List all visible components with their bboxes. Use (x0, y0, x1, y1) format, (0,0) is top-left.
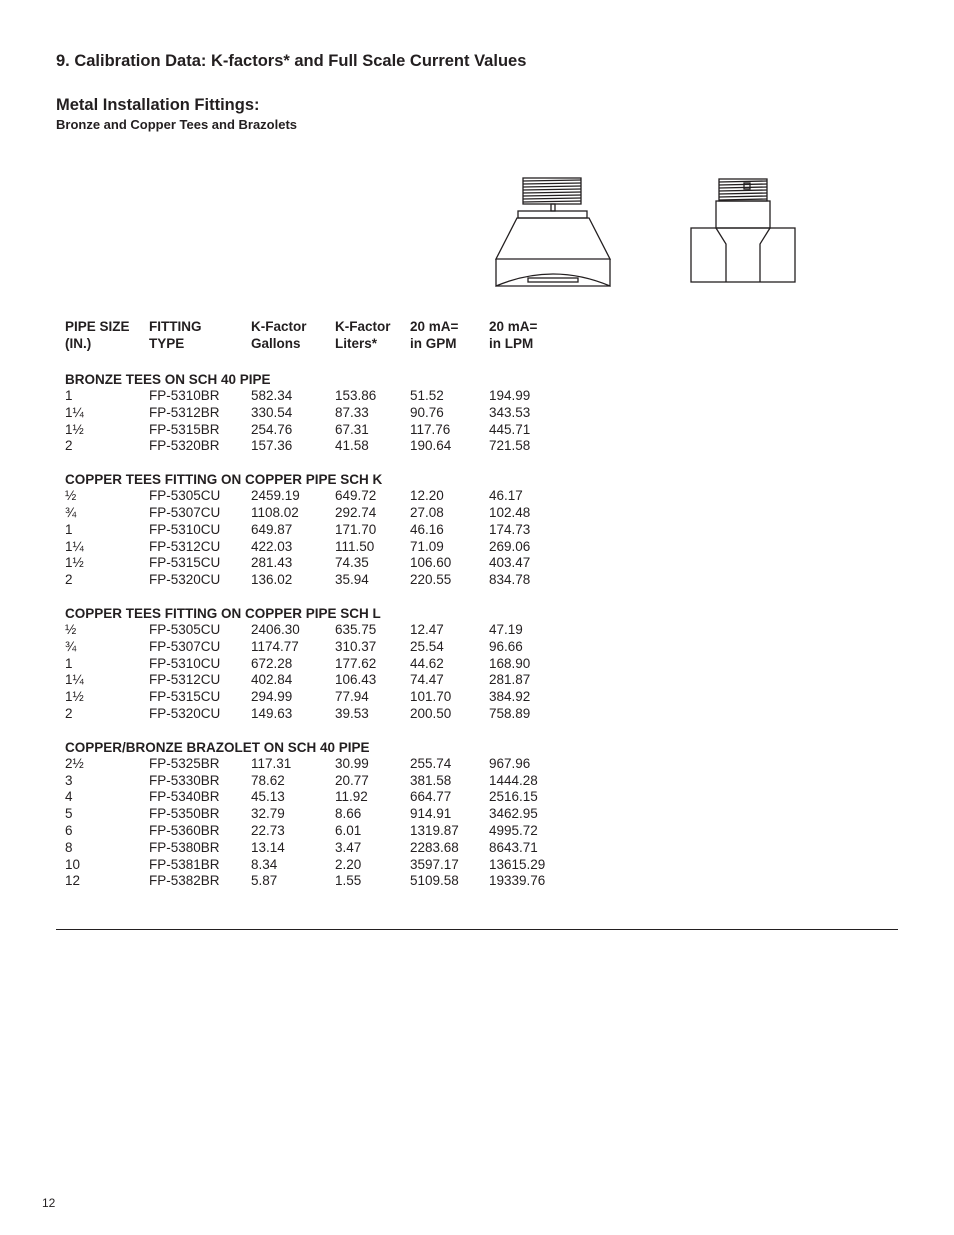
column-header-pipe-size: PIPE SIZE (IN.) (65, 319, 130, 351)
table-cell: 171.70 (335, 521, 377, 537)
table-cell: FP-5312CU (149, 538, 221, 554)
table-cell: 168.90 (489, 655, 531, 671)
table-cell: 1½ (65, 555, 84, 571)
section-title: COPPER/BRONZE BRAZOLET ON SCH 40 PIPE (65, 739, 370, 755)
table-cell: 106.43 (335, 672, 377, 688)
table-cell: 2 (65, 438, 73, 454)
table-cell: 12.20 (410, 488, 444, 504)
table-cell: 8.66 (335, 806, 362, 822)
table-cell: 343.53 (489, 404, 531, 420)
table-row (65, 538, 531, 556)
table-cell: 1 (65, 655, 73, 671)
table-row (65, 806, 538, 823)
table-cell: 77.94 (335, 689, 369, 705)
table-cell: 117.76 (410, 421, 451, 437)
table-cell: FP-5307CU (149, 638, 221, 654)
table-cell: 45.13 (251, 789, 285, 805)
table-cell: FP-5315BR (149, 421, 220, 437)
table-cell: 174.73 (489, 521, 531, 537)
table-section (65, 371, 531, 455)
table-cell: 200.50 (410, 705, 452, 721)
table-cell: 8643.71 (489, 839, 538, 855)
table-cell: 157.36 (251, 438, 293, 454)
table-cell: FP-5320BR (149, 438, 220, 454)
table-cell: FP-5312BR (149, 404, 220, 420)
table-cell: 1319.87 (410, 822, 459, 838)
table-cell: 1174.77 (251, 638, 299, 654)
table-header (65, 319, 538, 355)
table-cell: 220.55 (410, 572, 452, 588)
table-cell: FP-5305CU (149, 621, 221, 637)
table-cell: FP-5305CU (149, 488, 221, 504)
table-row (65, 772, 538, 790)
table-cell: 10 (65, 856, 81, 872)
table-cell: 106.60 (410, 555, 452, 571)
subsection-heading: Metal Installation Fittings: (56, 96, 260, 114)
table-row (65, 504, 531, 522)
table-cell: 51.52 (410, 388, 444, 403)
table-cell: 41.58 (335, 438, 369, 454)
table-cell: 67.31 (335, 421, 369, 437)
table-section (65, 605, 531, 723)
table-cell: 11.92 (335, 789, 368, 805)
section-title: COPPER TEES FITTING ON COPPER PIPE SCH L (65, 605, 381, 621)
table-cell: 2.20 (335, 856, 362, 872)
table-row (65, 555, 531, 572)
table-row (65, 521, 531, 539)
table-cell: 5.87 (251, 873, 278, 889)
table-cell: 8.34 (251, 856, 278, 872)
table-cell: 4 (65, 789, 73, 805)
column-header-20ma-lpm: 20 mA= in LPM (489, 319, 538, 351)
table-cell: 403.47 (489, 555, 531, 571)
table-cell: 254.76 (251, 421, 293, 437)
table-cell: 46.16 (410, 521, 444, 537)
table-cell: FP-5315CU (149, 689, 221, 705)
table-cell: 255.74 (410, 755, 452, 771)
table-cell: FP-5380BR (149, 839, 220, 855)
table-cell: FP-5320CU (149, 572, 221, 588)
table-cell: 32.79 (251, 806, 285, 822)
table-cell: 47.19 (489, 621, 523, 637)
table-cell: 39.53 (335, 705, 369, 721)
table-cell: 74.35 (335, 555, 369, 571)
table-cell: 384.92 (489, 689, 531, 705)
table-cell: 20.77 (335, 772, 369, 788)
table-cell: FP-5310CU (149, 655, 221, 671)
table-row (65, 705, 531, 723)
table-cell: 2½ (65, 755, 84, 771)
table-cell: 582.34 (251, 388, 293, 403)
table-cell: 22.73 (251, 822, 285, 838)
table-cell: 664.77 (410, 789, 452, 805)
table-cell: 87.33 (335, 404, 369, 420)
table-cell: 3597.17 (410, 856, 459, 872)
table-row (65, 572, 531, 589)
table-cell: 177.62 (335, 655, 377, 671)
table-row (65, 638, 523, 656)
table-cell: 3462.95 (489, 806, 538, 822)
table-cell: 78.62 (251, 772, 285, 788)
section-title: COPPER TEES FITTING ON COPPER PIPE SCH K (65, 472, 383, 488)
table-cell: FP-5360BR (149, 822, 220, 838)
table-cell: 190.64 (410, 438, 452, 454)
table-row (65, 621, 523, 639)
table-cell: 381.58 (410, 772, 452, 788)
table-cell: 649.72 (335, 488, 377, 504)
table-cell: 967.96 (489, 755, 531, 771)
table-cell: 194.99 (489, 388, 531, 403)
table-cell: FP-5325BR (149, 755, 220, 771)
table-cell: 25.54 (410, 638, 444, 654)
table-cell: 1½ (65, 421, 84, 437)
table-cell: 330.54 (251, 404, 293, 420)
table-row (65, 404, 531, 422)
section-heading: 9. Calibration Data: K-factors* and Full Scale Current Values (56, 52, 527, 70)
table-section (65, 471, 531, 589)
table-row (65, 839, 538, 857)
table-cell: 402.84 (251, 672, 293, 688)
table-cell: 35.94 (335, 572, 369, 588)
table-cell: 149.63 (251, 705, 293, 721)
table-cell: 914.91 (410, 806, 452, 822)
table-cell: 1 (65, 521, 73, 537)
table-cell: FP-5310BR (149, 388, 220, 403)
table-cell: FP-5330BR (149, 772, 220, 788)
table-cell: 834.78 (489, 572, 531, 588)
column-header-fitting-type: FITTING TYPE (149, 319, 202, 351)
table-cell: ¾ (65, 504, 77, 520)
table-cell: 672.28 (251, 655, 293, 671)
table-cell: FP-5381BR (149, 856, 220, 872)
table-cell: 2283.68 (410, 839, 459, 855)
table-cell: 96.66 (489, 638, 523, 654)
table-cell: ½ (65, 621, 77, 637)
table-cell: 12 (65, 873, 81, 889)
table-cell: 2 (65, 705, 73, 721)
table-cell: 2 (65, 572, 73, 588)
table-cell: 649.87 (251, 521, 293, 537)
table-cell: 46.17 (489, 488, 523, 504)
table-cell: 8 (65, 839, 73, 855)
table-cell: 310.37 (335, 638, 377, 654)
table-row (65, 438, 531, 455)
bronze-tee-fitting-drawing (490, 172, 616, 290)
table-cell: 1¼ (65, 672, 84, 688)
table-cell: FP-5320CU (149, 705, 221, 721)
table-cell: 5109.58 (410, 873, 459, 889)
table-cell: 71.09 (410, 538, 444, 554)
table-cell: 269.06 (489, 538, 531, 554)
table-cell: 1¼ (65, 538, 84, 554)
table-row (65, 789, 538, 806)
table-cell: FP-5340BR (149, 789, 220, 805)
table-cell: 1.55 (335, 873, 362, 889)
brazolet-fitting-drawing (686, 172, 800, 286)
table-cell: 5 (65, 806, 73, 822)
table-cell: 1½ (65, 689, 84, 705)
table-cell: 721.58 (489, 438, 531, 454)
table-cell: 758.89 (489, 705, 531, 721)
table-cell: ¾ (65, 638, 77, 654)
table-cell: 13.14 (251, 839, 285, 855)
table-row (65, 655, 531, 673)
table-cell: FP-5310CU (149, 521, 221, 537)
calibration-table (65, 319, 546, 890)
table-row (65, 388, 531, 405)
table-cell: 30.99 (335, 755, 369, 771)
table-cell: 422.03 (251, 538, 293, 554)
table-cell: 2406.30 (251, 621, 300, 637)
table-cell: FP-5312CU (149, 672, 221, 688)
table-cell: 74.47 (410, 672, 444, 688)
table-cell: 111.50 (335, 538, 375, 554)
table-cell: 153.86 (335, 388, 377, 403)
table-cell: 101.70 (410, 689, 452, 705)
table-cell: 117.31 (251, 755, 292, 771)
column-header-20ma-gpm: 20 mA= in GPM (410, 319, 459, 351)
table-cell: 2459.19 (251, 488, 300, 504)
table-cell: 3 (65, 772, 73, 788)
table-cell: 635.75 (335, 621, 377, 637)
table-row (65, 822, 538, 840)
table-cell: 281.87 (489, 672, 531, 688)
table-row (65, 421, 531, 439)
table-row (65, 873, 546, 890)
table-cell: 1444.28 (489, 772, 538, 788)
table-cell: 90.76 (410, 404, 444, 420)
table-cell: 1 (65, 388, 73, 403)
horizontal-divider (56, 929, 898, 930)
table-row (65, 488, 523, 505)
table-cell: 27.08 (410, 504, 444, 520)
table-cell: 4995.72 (489, 822, 538, 838)
table-row (65, 755, 531, 773)
table-cell: 1108.02 (251, 504, 299, 520)
table-cell: 292.74 (335, 504, 377, 520)
table-cell: 102.48 (489, 504, 531, 520)
table-cell: ½ (65, 488, 77, 504)
page-number: 12 (42, 1196, 56, 1210)
table-cell: 19339.76 (489, 873, 546, 889)
column-header-k-factor-gallons: K-Factor Gallons (251, 319, 307, 351)
table-row (65, 689, 531, 706)
table-row (65, 856, 546, 874)
table-cell: 3.47 (335, 839, 362, 855)
table-cell: 6.01 (335, 822, 362, 838)
table-body (65, 371, 546, 890)
section-title: BRONZE TEES ON SCH 40 PIPE (65, 372, 271, 387)
table-row (65, 672, 531, 689)
table-cell: 281.43 (251, 555, 293, 571)
subsection-subtitle: Bronze and Copper Tees and Brazolets (56, 117, 298, 132)
table-cell: FP-5307CU (149, 504, 221, 520)
table-cell: 1¼ (65, 404, 84, 420)
table-cell: 2516.15 (489, 789, 538, 805)
table-cell: 12.47 (410, 621, 444, 637)
table-section (65, 739, 546, 890)
table-cell: 136.02 (251, 572, 293, 588)
table-cell: FP-5382BR (149, 873, 220, 889)
table-cell: 445.71 (489, 421, 531, 437)
table-cell: 6 (65, 822, 73, 838)
table-cell: 13615.29 (489, 856, 546, 872)
table-cell: FP-5350BR (149, 806, 220, 822)
table-cell: FP-5315CU (149, 555, 221, 571)
table-cell: 294.99 (251, 689, 293, 705)
column-header-k-factor-liters: K-Factor Liters* (335, 319, 391, 351)
table-cell: 44.62 (410, 655, 444, 671)
